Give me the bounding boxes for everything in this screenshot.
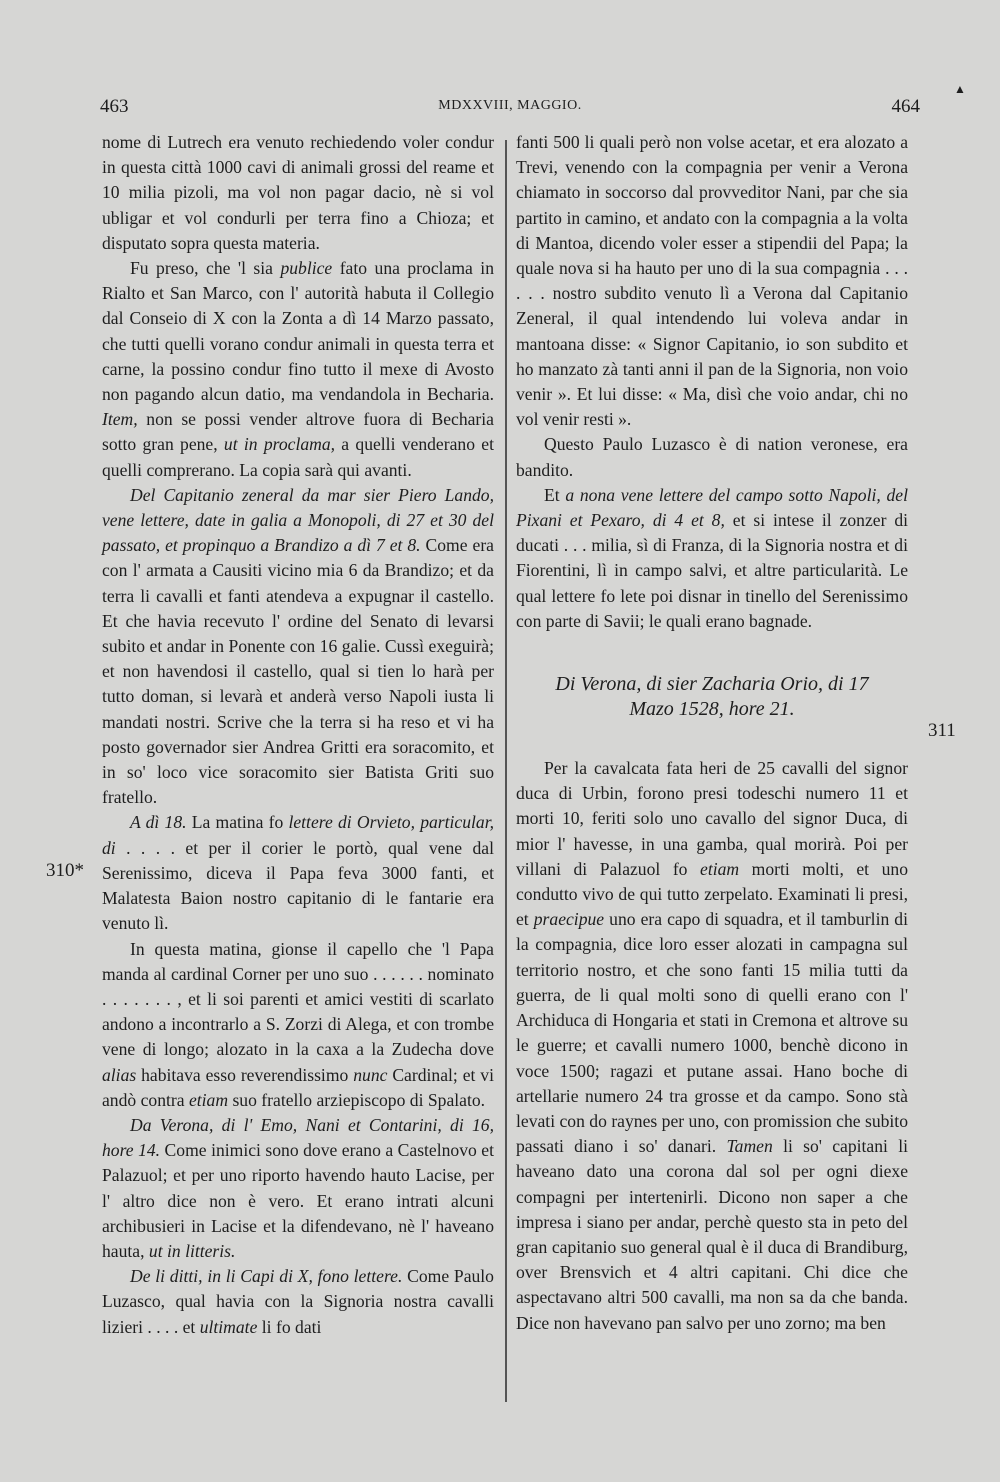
- text: fanti 500 li quali però non volse acetar, et era alozato a Trevi, venendo con la compagnia per venir a Verona chiamato in soccorso dal provveditor Nani, par che sia partito in camino, et andato con la compagnia a la volta di Mantoa, dicendo voler esser a stipendii del Papa; la quale nova si ha hauto per uno di la sua compagnia . . . . . . nostro subdito venuto lì a Verona dal Capitanio Zeneral, il qual intendendo lui voleva andar in mantoana disse: « Signor Capitanio, io son subdito et ho manzato zà tanti anni il pan de la Signoria, non voio venir ». Et lui disse: « Ma, disì che voio andar, chi no vol venir resti ».: [516, 132, 908, 430]
- paragraph: [516, 432, 908, 482]
- italic-text: etiam: [700, 858, 740, 879]
- text: suo fratello arziepiscopo di Spalato.: [228, 1089, 486, 1110]
- heading-line: Mazo 1528, hore 21.: [629, 698, 795, 721]
- italic-text: Del Capitanio zeneral da mar sier Piero Lando, vene lettere, date in galia a Monopoli, di 27 et 30 del passato, et propinquo a Brandizo a dì 7 et 8.: [102, 484, 494, 556]
- paragraph: [102, 1264, 494, 1340]
- text: a quelli venderano et quelli comprerano. La copia sarà qui avanti.: [102, 434, 494, 480]
- running-title: MDXXVIII, MAGGIO.: [438, 98, 582, 113]
- text: Come inimici sono dove erano a Castelnovo et Palazuol; et per uno riporto havendo hauto Lacise, per l' altro dice non è vero. Et erano intrati alcuni archibusieri in Lacise et la difendevano, nè l' haveano hauta,: [102, 1140, 494, 1261]
- text: uno era capo di squadra, et il tamburlin di la compagnia, dice loro esser alozati in campagna sul territorio nostro, et che sono fanti 15 milia tutti da guerra, de li qual molti sono di quelli erano con l' Archiduca di Hongaria et stati in Cremona et altrove su le guerre; et cavalli numero 1000, benchè dicono in voce 1500; ragazi et putane assai. Hano boche di artellarie numero 24 tra grosse et da campo. Sono stà levati con do raynes per uno, con promission che subito passati diano i so' danari.: [516, 909, 908, 1157]
- text: non se possi vender altrove fuora di Becharia sotto gran pene,: [102, 409, 494, 455]
- text: li so' capitani li haveano dato una corona dal sol per ogni diexe compagni per intertenirli. Dicono non saper a che impresa i siano per andar, perchè questo sta in peto del gran capitanio suo general qual è il duca di Brandiburg, over Brensvich et 4 altri capitani. Chi dice che aspectavano altri 500 cavalli, ma non sa da che banda. Dice non havevano pan salvo per uno zorno; ma ben: [516, 1136, 908, 1333]
- paragraph: [102, 256, 494, 483]
- italic-text: De li ditti, in li Capi di X, fono lettere.: [130, 1266, 403, 1287]
- paragraph: [102, 1113, 494, 1264]
- italic-text: nunc: [353, 1064, 388, 1085]
- text: Fu preso, che 'l sia: [130, 258, 281, 279]
- heading-line: Di Verona, di sier Zacharia Orio, di 17: [555, 673, 869, 696]
- italic-text: praecipue: [533, 909, 605, 930]
- page-number-left: 463: [100, 96, 129, 117]
- italic-text: alias: [102, 1064, 137, 1085]
- italic-text: Da Verona, di l' Emo, Nani et Contarini, di 16, hore 14.: [102, 1114, 494, 1161]
- paragraph: [516, 130, 908, 432]
- paragraph: [102, 810, 494, 936]
- text: In questa matina, gionse il capello che 'l Papa manda al cardinal Corner per uno suo . . . . . . nominato . . . . . . . , et li soi parenti et amici vestiti di scarlato andono a incontrarlo a S. Zorzi di Alega, et con trombe vene di longo; alozato in la caxa a la Zudecha dove: [102, 938, 494, 1060]
- column-divider: [505, 140, 507, 1402]
- text: Come Paulo Luzasco, qual havia con la Signoria nostra cavalli lizieri . . . . et: [102, 1266, 494, 1337]
- text: et si intese il zonzer di ducati . . . milia, sì di Franza, di la Signoria nostra et di Fiorentini, lì in campo salvi, et altre particularità. Le qual lettere fo lete poi disnar in tinello del Serenissimo con parte di Savii; le quali erano bagnade.: [516, 510, 908, 631]
- paragraph: [102, 483, 494, 811]
- italic-text: ut in proclama,: [223, 434, 336, 455]
- text: Cardinal; et vi andò contra: [102, 1064, 494, 1110]
- right-column: [516, 130, 908, 1336]
- text: Et: [544, 484, 566, 505]
- page-number-right: 464: [891, 96, 920, 117]
- italic-text: etiam: [188, 1089, 229, 1110]
- italic-text: Tamen: [726, 1136, 773, 1157]
- italic-text: a nona vene lettere del campo sotto Napoli, del Pixani et Pexaro, di 4 et 8,: [516, 484, 908, 531]
- italic-text: lettere di Orvieto, particular, di: [102, 812, 495, 858]
- text: Come era con l' armata a Causiti vicino mia 6 da Brandizo; et da terra li cavalli et fanti atendeva a expugnar il castello. Et che havia recevuto l' ordine del Senato di levarsi subito et andar in Ponente con 16 galie. Cussì exeguirà; et non havendosi il castello, qual si tien lo harà per tutto doman, si levarà et anderà verso Napoli iusta li mandati nostri. Scrive che la terra si ha reso et vi ha posto governador sier Andrea Gritti era soracomito, et in so' loco vice soracomito sier Batista Griti suo fratello.: [102, 535, 494, 808]
- text: La matina fo: [186, 812, 289, 833]
- section-heading: [516, 672, 908, 722]
- margin-note-right: 311: [928, 720, 956, 741]
- margin-note-left: 310*: [46, 860, 84, 881]
- italic-text: publice: [280, 258, 333, 279]
- paragraph: [102, 130, 494, 256]
- paragraph: [516, 756, 908, 1336]
- text: fato una proclama in Rialto et San Marco, con l' autorità habuta il Collegio dal Conseio di X con la Zonta a dì 14 Marzo passato, che tutti quelli vorano condur animali in questa terra et carne, la possino condur fino tutto il mexe di Avosto non pagando alcun datio, ma vendandola in Becharia.: [102, 258, 494, 405]
- text: . . . . et per il corier le portò, qual vene dal Serenissimo, diceva il Papa feva 3000 fanti, et Malatesta Baion nostro capitanio di le fantarie era venuto lì.: [102, 837, 494, 934]
- italic-text: Item,: [102, 409, 138, 430]
- text: nome di Lutrech era venuto rechiedendo voler condur in questa città 1000 cavi di animali grossi del reame et 10 milia pizoli, ma vol non pagar dacio, nè si vol ubligar et vol condurli per terra fino a Chioza; et disputato sopra questa materia.: [102, 132, 494, 253]
- text: li fo dati: [257, 1316, 322, 1337]
- italic-text: ut in litteris.: [148, 1240, 236, 1261]
- page-header: [100, 96, 920, 120]
- paragraph: [102, 937, 494, 1113]
- italic-text: ultimate: [199, 1316, 258, 1337]
- italic-text: A dì 18.: [130, 812, 187, 833]
- text: Questo Paulo Luzasco è di nation veronese, era bandito.: [516, 434, 908, 480]
- corner-mark-icon: ▲: [954, 82, 966, 96]
- text: habitava esso reverendissimo: [136, 1064, 354, 1085]
- paragraph: [516, 483, 908, 634]
- left-column: [102, 130, 494, 1340]
- text: Per la cavalcata fata heri de 25 cavalli del signor duca di Urbin, forono presi todeschi numero 11 et morti 10, feriti solo uno cavallo del signor Duca, di mior l' havesse, in una gamba, qual morirà. Poi per villani di Palazuol fo: [516, 758, 908, 879]
- text: morti molti, et uno condutto vivo de qui tutto zerpelato. Examinati li presi, et: [516, 858, 908, 930]
